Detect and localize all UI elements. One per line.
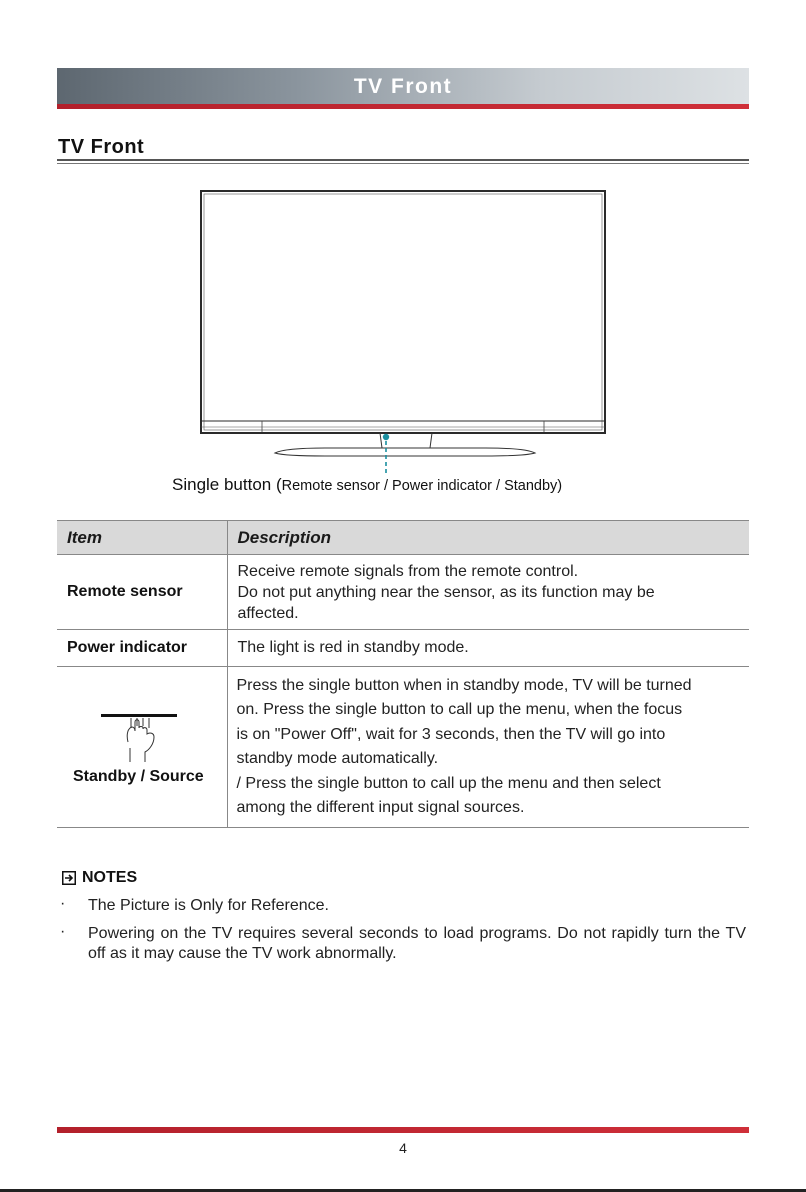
note-item <box>60 896 746 916</box>
notes-title: NOTES <box>82 869 138 886</box>
page-number: 4 <box>399 1140 407 1156</box>
item-cell: Remote sensor <box>57 555 227 630</box>
description-line: on. Press the single button to call up the menu, when the focus <box>236 701 683 718</box>
note-bullet: · <box>60 923 66 940</box>
hand-press-icon <box>101 708 191 766</box>
item-label: Standby / Source <box>73 768 204 785</box>
section-title: TV Front <box>58 136 145 158</box>
description-cell <box>227 667 749 828</box>
item-cell <box>57 667 227 828</box>
column-header-description: Description <box>227 521 749 555</box>
table-row <box>57 630 749 667</box>
caption-detail: Remote sensor / Power indicator / Standby) <box>281 478 563 494</box>
description-line: The light is red in standby mode. <box>237 639 469 656</box>
description-line: standby mode automatically. <box>236 750 439 767</box>
note-text: The Picture is Only for Reference. <box>88 897 329 914</box>
item-cell: Power indicator <box>57 630 227 667</box>
table-header-row <box>57 521 749 555</box>
notes-heading <box>62 869 137 887</box>
table-row <box>57 555 749 630</box>
header-bar <box>57 68 749 104</box>
column-header-item: Item <box>57 521 227 555</box>
table-row <box>57 667 749 828</box>
description-line: / Press the single button to call up the menu and then select <box>236 774 661 792</box>
spec-table <box>57 520 749 828</box>
note-bullet: · <box>60 895 66 912</box>
note-item <box>60 924 746 964</box>
description-line: among the different input signal sources. <box>236 799 525 816</box>
description-cell <box>227 555 749 630</box>
caption-main: Single button ( <box>172 475 282 494</box>
header-title: TV Front <box>353 75 453 98</box>
notes-arrow-icon <box>62 871 76 885</box>
description-line: Press the single button when in standby mode, TV will be turned <box>236 676 692 694</box>
section-rule <box>57 159 749 161</box>
header-accent-rule <box>57 104 749 109</box>
footer-accent-rule <box>57 1127 749 1133</box>
tv-front-illustration <box>195 185 615 475</box>
note-text: Powering on the TV requires several seconds to load programs. Do not rapidly turn the TV off as it may cause the TV work abnormally. <box>88 925 746 962</box>
description-line: Receive remote signals from the remote control. <box>237 562 579 580</box>
figure-caption <box>172 475 562 495</box>
description-line: Do not put anything near the sensor, as its function may be <box>237 583 655 601</box>
section-rule-thin <box>57 163 749 164</box>
description-line: affected. <box>237 604 299 622</box>
description-line: is on "Power Off", wait for 3 seconds, then the TV will go into <box>236 725 666 743</box>
description-cell <box>227 630 749 667</box>
